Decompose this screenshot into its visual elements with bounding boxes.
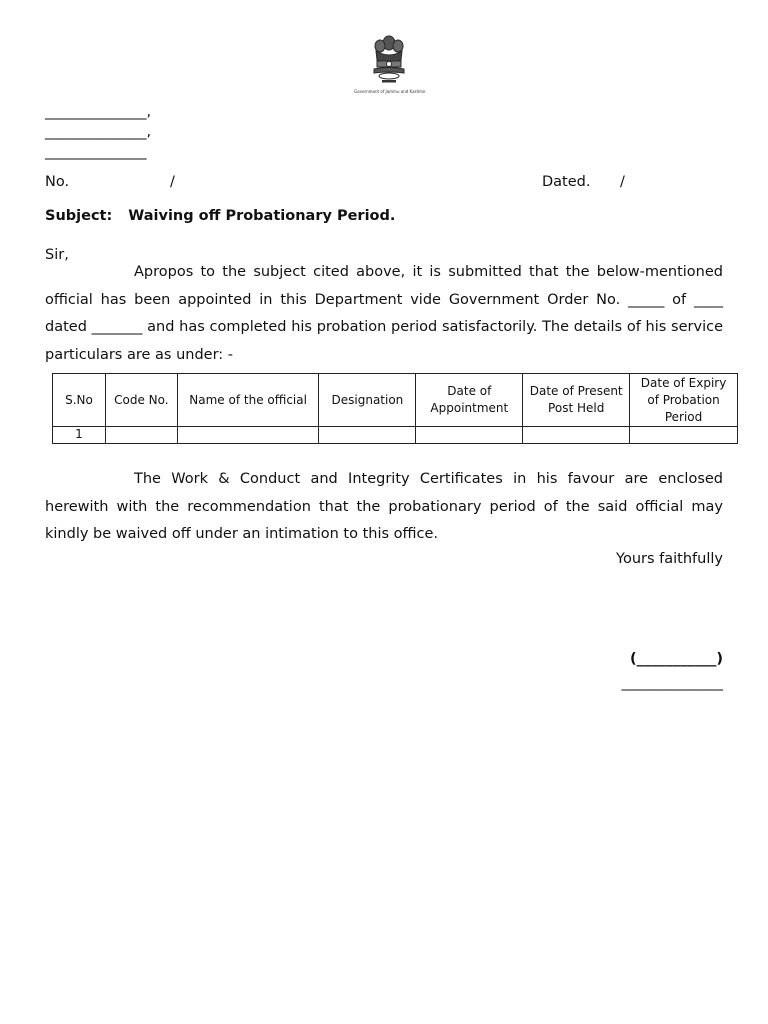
signature-name: (___________) [629,651,723,667]
table-header-cell: Date of Appointment [416,374,523,427]
table-header-cell: S.No [53,374,106,427]
reference-dated-slash: / [620,174,625,190]
table-row [53,427,738,444]
paragraph-1-text: Apropos to the subject cited above, it is submitted that the below-mentioned official has been appointed in this Department vide Government Order No. _____ of ____ dated _______ and has completed his probation period satisfactorily. The details of his service particulars are as under: - [45,264,723,363]
table-header-row [53,374,738,427]
table-header-cell: Name of the official [177,374,319,427]
reference-no-label: No. [45,174,70,190]
table-header-cell: Date of Expiry of Probation Period [630,374,738,427]
yours-faithfully: Yours faithfully [616,551,723,567]
table-cell [416,427,523,444]
table-cell [105,427,177,444]
subject-label: Subject: [45,208,113,224]
address-line-1: ______________, [45,104,152,120]
signature-designation: ______________ [621,675,723,691]
subject-line [45,208,395,224]
reference-dated-label: Dated. [542,174,591,190]
body-paragraph-1 [45,259,723,369]
emblem-caption: Government of Jammu and Kashmir [354,89,426,94]
reference-no-slash: / [170,174,175,190]
table-cell: 1 [53,427,106,444]
table-cell [523,427,630,444]
body-paragraph-2 [45,466,723,549]
table-cell [630,427,738,444]
table-header-cell: Code No. [105,374,177,427]
state-emblem-icon [368,33,410,85]
details-table [52,373,738,444]
address-line-3: ______________ [45,144,147,160]
subject-title: Waiving off Probationary Period. [128,208,396,224]
table-cell [177,427,319,444]
address-line-2: ______________, [45,124,152,140]
paragraph-2-text: The Work & Conduct and Integrity Certificates in his favour are enclosed herewith with the recommendation that the probationary period of the said official may kindly be waived off under an intimation to this office. [45,471,723,542]
table-header-cell: Designation [319,374,416,427]
salutation: Sir, [45,247,69,263]
table-cell [319,427,416,444]
table-header-cell: Date of Present Post Held [523,374,630,427]
